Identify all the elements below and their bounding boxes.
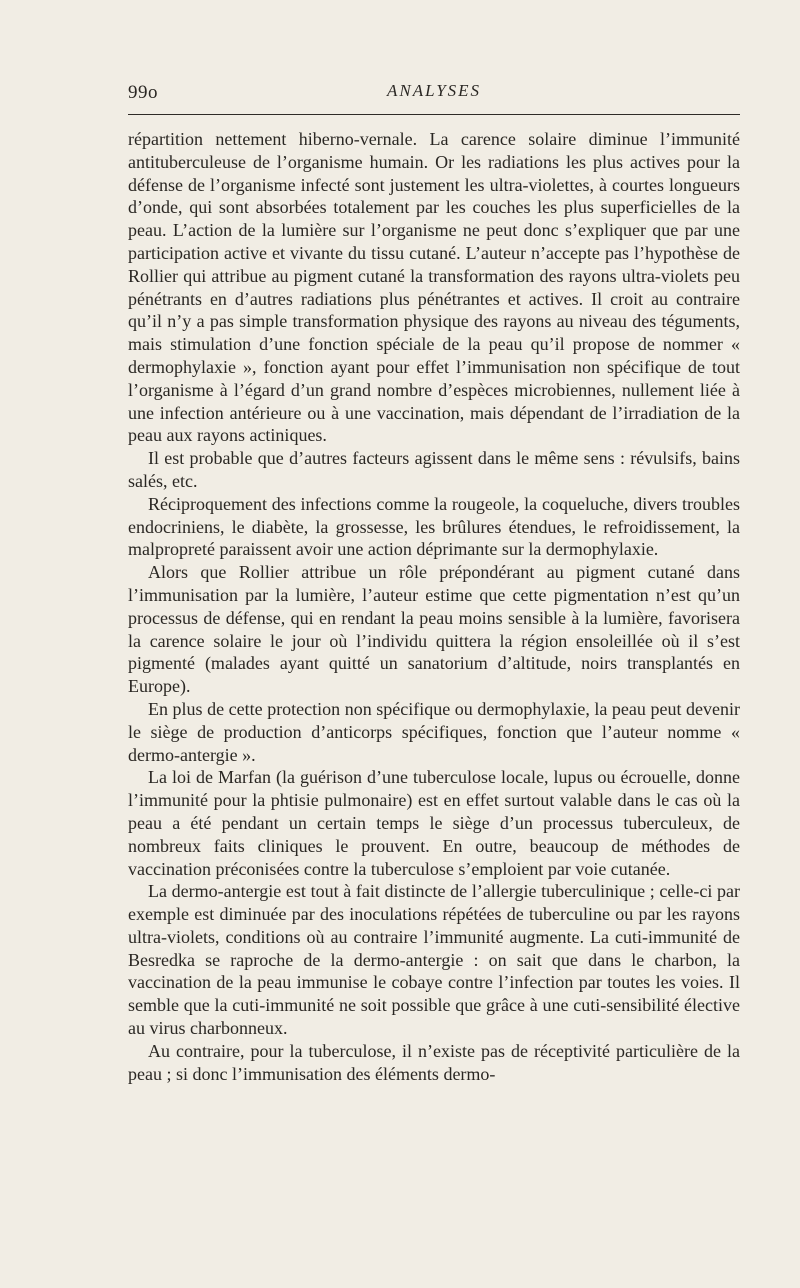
- paragraph: Au contraire, pour la tuberculose, il n’existe pas de réceptivité particulière de la peau ; si donc l’immunisation des éléments dermo-: [128, 1040, 740, 1084]
- paragraph: En plus de cette protection non spécifique ou dermophylaxie, la peau peut devenir le siège de production d’anticorps spécifiques, fonction que l’auteur nomme « dermo-antergie ».: [128, 698, 740, 765]
- page-header: [128, 80, 740, 104]
- paragraph: La loi de Marfan (la guérison d’une tuberculose locale, lupus ou écrouelle, donne l’immunité pour la phtisie pulmonaire) est en effet surtout valable dans le cas où la peau a été pendant un certain temps le siège d’un processus tuberculeux, de nombreux faits cliniques le prouvent. En outre, beaucoup de méthodes de vaccination préconisées contre la tuberculose s’emploient par voie cutanée.: [128, 767, 740, 879]
- header-rule: [128, 114, 740, 115]
- page-number: 99o: [128, 82, 158, 103]
- paragraph: répartition nettement hiberno-vernale. La carence solaire diminue l’immunité antituberculeuse de l’organisme humain. Or les radiations les plus actives pour la défense de l’organisme infecté sont justement les ultra-violettes, à courtes longueurs d’onde, qui sont absorbées totalement par les couches les plus superficielles de la peau. L’action de la lumière sur l’organisme ne peut donc s’expliquer que par une participation active et vivante du tissu cutané. L’auteur n’accepte pas l’hypothèse de Rollier qui attribue au pigment cutané la transformation des rayons ultra-violets peu pénétrants en d’autres radiations plus pénétrantes et actives. Il croit au contraire qu’il n’y a pas simple transformation physique des rayons au niveau des téguments, mais stimulation d’une fonction spéciale de la peau qu’il propose de nommer « dermophylaxie », fonction ayant pour effet l’immunisation non spécifique de tout l’organisme à l’égard d’un grand nombre d’espèces microbiennes, nullement liée à une infection antérieure ou à une vaccination, mais dépendant de l’irradiation de la peau aux rayons actiniques.: [128, 129, 740, 446]
- body-text: [128, 128, 740, 1085]
- paragraph: Alors que Rollier attribue un rôle prépondérant au pigment cutané dans l’immunisation par la lumière, l’auteur estime que cette pigmentation n’est qu’un processus de défense, qui en rendant la peau moins sensible à la lumière, favorisera la carence solaire le jour où l’individu quittera la région ensoleillée où il s’est pigmenté (malades ayant quitté un sanatorium d’altitude, noirs transplantés en Europe).: [128, 562, 740, 697]
- running-title: ANALYSES: [386, 81, 482, 100]
- paragraph: Réciproquement des infections comme la rougeole, la coqueluche, divers troubles endocriniens, le diabète, la grossesse, les brûlures étendues, le refroidissement, la malpropreté paraissent avoir une action déprimante sur la dermophylaxie.: [128, 493, 740, 560]
- paragraph: La dermo-antergie est tout à fait distincte de l’allergie tuberculinique ; celle-ci par exemple est diminuée par des inoculations répétées de tuberculine ou par les rayons ultra-violets, conditions où au contraire l’immunité augmente. La cuti-immunité de Besredka se raproche de la dermo-antergie : on sait que dans le charbon, la vaccination de la peau immunise le cobaye contre l’infection par toutes les voies. Il semble que la cuti-immunité ne soit possible que grâce à une cuti-sensibilité élective au virus charbonneux.: [128, 881, 740, 1039]
- paragraph: Il est probable que d’autres facteurs agissent dans le même sens : révulsifs, bains salés, etc.: [128, 448, 740, 491]
